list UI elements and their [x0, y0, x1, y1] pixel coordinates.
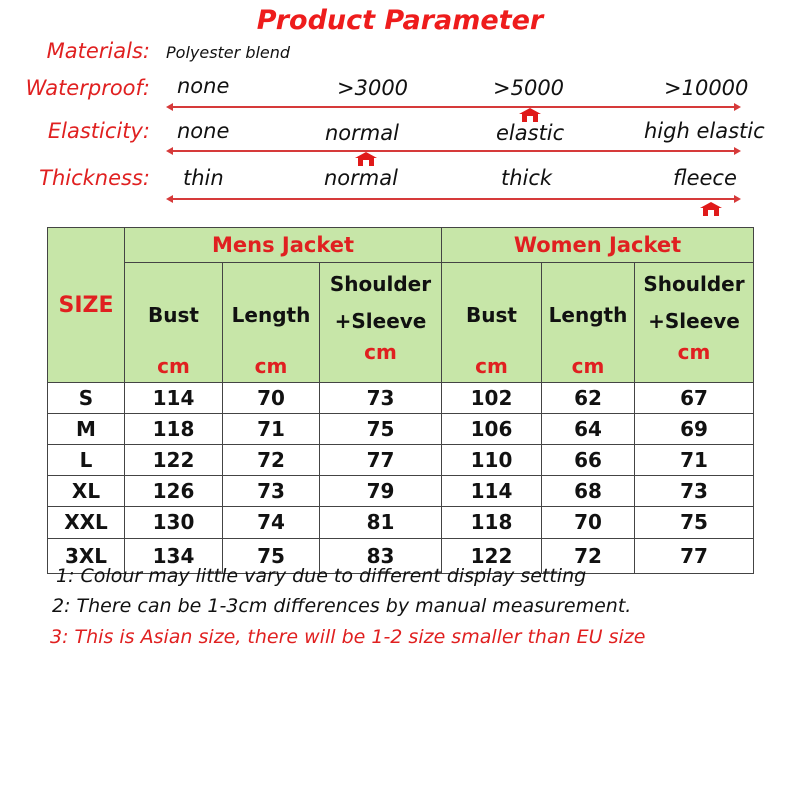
note-2: 2: There can be 1-3cm differences by manual measurement.	[52, 595, 632, 617]
waterproof-option-selected: >5000	[493, 76, 565, 100]
measurement-cell: 106	[442, 414, 542, 445]
unit-label: cm	[677, 340, 711, 364]
arrow-left-icon	[166, 147, 173, 155]
measurement-cell: 102	[442, 383, 542, 414]
elasticity-option: none	[177, 119, 230, 143]
materials-value: Polyester blend	[166, 43, 291, 62]
elasticity-option-selected: normal	[325, 121, 399, 145]
measurement-cell: 118	[442, 507, 542, 539]
table-row	[48, 507, 754, 539]
thickness-option-selected: fleece	[673, 166, 737, 190]
measurement-cell: 62	[542, 383, 635, 414]
measurement-cell: 70	[542, 507, 635, 539]
waterproof-option: >10000	[664, 76, 749, 100]
table-row	[48, 445, 754, 476]
size-cell: 3XL	[48, 539, 125, 574]
shoulder-label: Shoulder	[329, 272, 432, 296]
measurement-cell: 74	[223, 507, 320, 539]
women-jacket-header: Women Jacket	[442, 228, 754, 263]
table-row	[48, 476, 754, 507]
elasticity-scale-line	[172, 150, 734, 152]
measurement-cell: 79	[320, 476, 442, 507]
measurement-cell: 71	[223, 414, 320, 445]
thickness-scale-line	[172, 198, 734, 200]
size-chart-table	[47, 227, 754, 574]
measurement-cell: 68	[542, 476, 635, 507]
measurement-cell: 75	[635, 507, 754, 539]
unit-label: cm	[157, 354, 190, 378]
page-title: Product Parameter	[256, 5, 544, 36]
size-cell: L	[48, 445, 125, 476]
measurement-cell: 110	[442, 445, 542, 476]
measurement-cell: 114	[125, 383, 223, 414]
measurement-cell: 69	[635, 414, 754, 445]
arrow-left-icon	[166, 103, 173, 111]
waterproof-label: Waterproof:	[25, 76, 150, 100]
measurement-cell: 70	[223, 383, 320, 414]
measurement-cell: 73	[320, 383, 442, 414]
length-label: Length	[548, 303, 628, 327]
length-column-header	[223, 263, 320, 383]
note-3: 3: This is Asian size, there will be 1-2 size smaller than EU size	[50, 626, 646, 648]
measurement-cell: 64	[542, 414, 635, 445]
table-row	[48, 383, 754, 414]
bust-column-header	[125, 263, 223, 383]
measurement-cell: 122	[125, 445, 223, 476]
measurement-cell: 81	[320, 507, 442, 539]
arrow-right-icon	[734, 147, 741, 155]
measurement-cell: 134	[125, 539, 223, 574]
bust-column-header	[442, 263, 542, 383]
length-label: Length	[231, 303, 311, 327]
size-cell: M	[48, 414, 125, 445]
sleeve-label: +Sleeve	[648, 309, 740, 333]
measurement-cell: 77	[320, 445, 442, 476]
size-cell: XXL	[48, 507, 125, 539]
thickness-option: thin	[183, 166, 224, 190]
unit-label: cm	[254, 354, 288, 378]
bust-label: Bust	[148, 303, 199, 327]
bust-label: Bust	[466, 303, 517, 327]
measurement-cell: 126	[125, 476, 223, 507]
measurement-cell: 75	[223, 539, 320, 574]
size-table-body	[48, 383, 754, 574]
elasticity-label: Elasticity:	[47, 119, 150, 143]
table-row	[48, 414, 754, 445]
measurement-cell: 72	[223, 445, 320, 476]
measurement-cell: 73	[223, 476, 320, 507]
length-column-header	[542, 263, 635, 383]
size-cell: XL	[48, 476, 125, 507]
waterproof-option: none	[177, 74, 230, 98]
arrow-right-icon	[734, 195, 741, 203]
elasticity-option: elastic	[496, 121, 565, 145]
waterproof-scale-line	[172, 106, 734, 108]
measurement-cell: 118	[125, 414, 223, 445]
measurement-cell: 72	[542, 539, 635, 574]
thickness-label: Thickness:	[39, 166, 150, 190]
arrow-right-icon	[734, 103, 741, 111]
size-header: SIZE	[48, 228, 125, 383]
note-1: 1: Colour may little vary due to different display setting	[56, 565, 587, 587]
measurement-cell: 83	[320, 539, 442, 574]
elasticity-option: high elastic	[644, 119, 765, 143]
shoulder-sleeve-column-header	[635, 263, 754, 383]
measurement-cell: 130	[125, 507, 223, 539]
thickness-option: thick	[501, 166, 553, 190]
measurement-cell: 73	[635, 476, 754, 507]
measurement-cell: 75	[320, 414, 442, 445]
measurement-cell: 114	[442, 476, 542, 507]
shoulder-label: Shoulder	[643, 272, 745, 296]
sleeve-label: +Sleeve	[334, 309, 427, 333]
unit-label: cm	[364, 340, 397, 364]
measurement-cell: 71	[635, 445, 754, 476]
arrow-left-icon	[166, 195, 173, 203]
materials-label: Materials:	[46, 39, 150, 63]
measurement-cell: 67	[635, 383, 754, 414]
unit-label: cm	[571, 354, 605, 378]
measurement-cell: 77	[635, 539, 754, 574]
selected-marker-icon	[700, 202, 722, 216]
selected-marker-icon	[355, 152, 377, 166]
waterproof-option: >3000	[337, 76, 409, 100]
shoulder-sleeve-column-header	[320, 263, 442, 383]
mens-jacket-header: Mens Jacket	[125, 228, 442, 263]
unit-label: cm	[475, 354, 508, 378]
thickness-option: normal	[324, 166, 398, 190]
measurement-cell: 66	[542, 445, 635, 476]
measurement-cell: 122	[442, 539, 542, 574]
size-cell: S	[48, 383, 125, 414]
